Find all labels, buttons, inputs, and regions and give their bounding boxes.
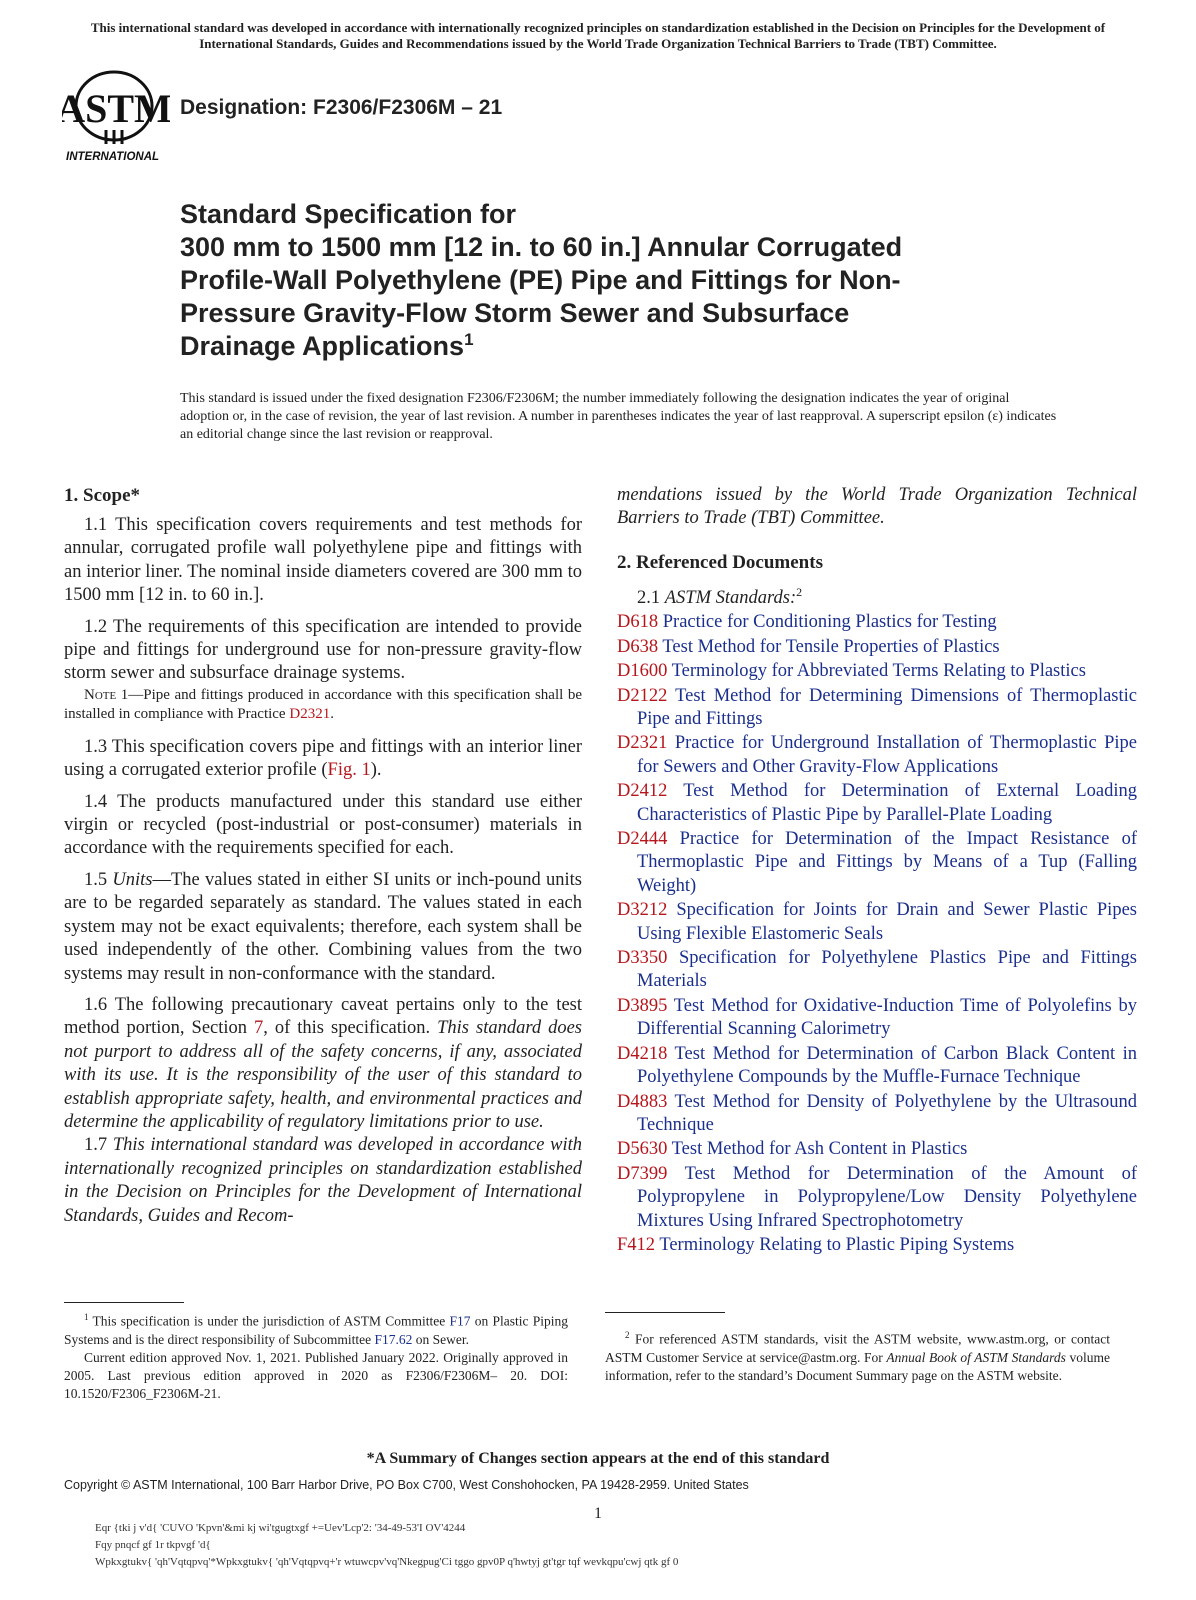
- svg-text:INTERNATIONAL: INTERNATIONAL: [66, 151, 160, 163]
- reference-code-link[interactable]: D2412: [617, 781, 668, 802]
- reference-code-link[interactable]: D618: [617, 612, 659, 633]
- reference-title-link[interactable]: Test Method for Determination of External Loading Characteristics of Plastic Pipe by Parallel-Plate Loading: [637, 781, 1137, 825]
- reference-code-link[interactable]: D3350: [617, 948, 668, 969]
- reference-title-link[interactable]: Specification for Joints for Drain and Sewer Plastic Pipes Using Flexible Elastomeric Seals: [637, 900, 1137, 944]
- designation: Designation: F2306/F2306M – 21: [180, 96, 503, 119]
- footnote-rule-right: [605, 1312, 725, 1313]
- reference-title-link[interactable]: Test Method for Determining Dimensions of Thermoplastic Pipe and Fittings: [637, 685, 1137, 729]
- reference-code-link[interactable]: D2321: [617, 733, 668, 754]
- reference-item: [617, 732, 1137, 779]
- reference-code-link[interactable]: D3895: [617, 995, 668, 1016]
- para-1-7-continued: mendations issued by the World Trade Organization Technical Barriers to Trade (TBT) Committee.: [617, 485, 1137, 529]
- svg-text:ASTM: ASTM: [62, 86, 170, 131]
- link-f17[interactable]: F17: [449, 1313, 471, 1329]
- reference-code-link[interactable]: F412: [617, 1234, 656, 1255]
- reference-item: [617, 636, 1137, 659]
- reference-title-link[interactable]: Test Method for Determination of the Amount of Polypropylene in Polypropylene/Low Density Polyethylene Mixtures Using Infrared Spectrophotometry: [637, 1163, 1137, 1231]
- reference-code-link[interactable]: D1600: [617, 661, 668, 682]
- link-section-7[interactable]: 7: [254, 1018, 264, 1039]
- reference-code-link[interactable]: D7399: [617, 1163, 668, 1184]
- reference-code-link[interactable]: D4883: [617, 1091, 668, 1112]
- document-title: Standard Specification for 300 mm to 1500 mm [12 in. to 60 in.] Annular Corrugated Profile-Wall Polyethylene (PE) Pipe and Fittings for Non- Pressure Gravity-Flow Storm Sewer and Subsurface Drainage Applications$^1$: [180, 199, 903, 361]
- reference-item: [617, 899, 1137, 946]
- reference-code-link[interactable]: D5630: [617, 1139, 668, 1160]
- reference-list: [617, 611, 1137, 1257]
- reference-item: [617, 828, 1137, 898]
- reference-title-link[interactable]: Terminology Relating to Plastic Piping Systems: [655, 1234, 1015, 1255]
- astm-standards-subheading: 2.1 ASTM Standards:$^2$: [637, 584, 803, 608]
- link-d2321[interactable]: D2321: [289, 705, 331, 722]
- reference-title-link[interactable]: Practice for Determination of the Impact Resistance of Thermoplastic Pipe and Fittings by Means of a Tup (Falling Weight): [637, 829, 1137, 896]
- reference-item: [617, 1091, 1137, 1138]
- reference-code-link[interactable]: D2444: [617, 829, 668, 850]
- link-f17-62[interactable]: F17.62: [374, 1331, 413, 1347]
- reference-title-link[interactable]: Terminology for Abbreviated Terms Relating to Plastics: [667, 661, 1086, 682]
- reference-item: [617, 947, 1137, 994]
- para-1-7: 1.7 This international standard was developed in accordance with internationally recognized principles on standardization established in the Decision on Principles for the Development of International Standards, Guides and Recom-: [64, 1135, 583, 1226]
- reference-item: [617, 1234, 1137, 1257]
- reference-title-link[interactable]: Test Method for Ash Content in Plastics: [667, 1139, 968, 1160]
- para-1-4: 1.4 The products manufactured under this standard use either virgin or recycled (post-industrial or post-consumer) materials in accordance with the requirements specified for each.: [64, 791, 582, 859]
- summary-of-changes-note: *A Summary of Changes section appears at the end of this standard: [366, 1450, 830, 1467]
- reference-item: [617, 660, 1137, 683]
- para-1-3: 1.3 This specification covers pipe and fittings with an interior liner using a corrugated exterior profile (Fig. 1).: [64, 736, 582, 781]
- reference-item: [617, 1163, 1137, 1233]
- reference-code-link[interactable]: D638: [617, 636, 659, 657]
- footnote-2: $^2$ For referenced ASTM standards, visit the ASTM website, www.astm.org, or contact ASTM Customer Service at service@astm.org. For Annual Book of ASTM Standards volume information, refer to the standard’s Document Summary page on the ASTM website.: [605, 1330, 1111, 1383]
- reference-item: [617, 995, 1137, 1042]
- footnote-rule-left: [64, 1302, 184, 1303]
- note-1: Note 1—Pipe and fittings produced in accordance with this specification shall be installed in compliance with Practice D2321.: [64, 686, 582, 722]
- reference-code-link[interactable]: D4218: [617, 1043, 668, 1064]
- reference-code-link[interactable]: D2122: [617, 685, 668, 706]
- reference-title-link[interactable]: Test Method for Density of Polyethylene by the Ultrasound Technique: [637, 1091, 1137, 1135]
- para-1-5: 1.5 Units—The values stated in either SI units or inch-pound units are to be regarded separately as standard. The values stated in each system may not be exact equivalents; therefore, each system shall be used independently of the other. Combining values from the two systems may result in non-conformance with the standard.: [64, 869, 583, 984]
- copyright-line: Copyright © ASTM International, 100 Barr Harbor Drive, PO Box C700, West Conshohocken, PA 19428-2959. United States: [64, 1478, 749, 1492]
- para-1-6: 1.6 The following precautionary caveat pertains only to the test method portion, Section 7, of this specification. This standard does not purport to address all of the safety concerns, if any, associated with its use. It is the responsibility of the user of this standard to establish appropriate safety, health, and environmental practices and determine the applicability of regulatory limitations prior to use.: [64, 994, 582, 1132]
- link-fig-1[interactable]: Fig. 1: [327, 760, 371, 781]
- reference-title-link[interactable]: Test Method for Tensile Properties of Plastics: [658, 636, 1000, 657]
- reference-title-link[interactable]: Practice for Underground Installation of Thermoplastic Pipe for Sewers and Other Gravity-Flow Applications: [637, 733, 1137, 777]
- reference-item: [617, 1138, 1137, 1161]
- para-1-2: 1.2 The requirements of this specification are intended to provide pipe and fittings for underground use for non-pressure gravity-flow storm sewer and subsurface drainage systems.: [64, 616, 582, 684]
- reference-title-link[interactable]: Test Method for Determination of Carbon Black Content in Polyethylene Compounds by the Muffle-Furnace Technique: [637, 1043, 1137, 1088]
- left-column: [64, 484, 582, 1236]
- reference-title-link[interactable]: Specification for Polyethylene Plastics Pipe and Fittings Materials: [637, 948, 1137, 992]
- reference-code-link[interactable]: D3212: [617, 900, 668, 921]
- wto-notice: This international standard was developed in accordance with internationally recognized principles on standardization established in the Decision on Principles for the Development of International Standards, Guides and Recommendations issued by the World Trade Organization Technical Barriers to Trade (TBT) Committee.: [90, 20, 1106, 51]
- reference-title-link[interactable]: Test Method for Oxidative-Induction Time of Polyolefins by Differential Scanning Calorimetry: [637, 995, 1137, 1040]
- right-column: [617, 484, 1137, 1258]
- reference-item: [617, 780, 1137, 827]
- issued-notice: This standard is issued under the fixed designation F2306/F2306M; the number immediately following the designation indicates the year of original adoption or, in the case of revision, the year of last revision. A number in parentheses indicates the year of last reapproval. A superscript epsilon (ε) indicates an editorial change since the last revision or reapproval.: [180, 391, 1057, 442]
- page-number: 1: [594, 1505, 602, 1522]
- reference-item: [617, 685, 1137, 732]
- footnote-1: $^1$ This specification is under the jurisdiction of ASTM Committee F17 on Plastic Piping Systems and is the direct responsibility of Subcommittee F17.62 on Sewer. Current edition approved Nov. 1, 2021. Published January 2022. Originally approved in 2005. Last previous edition approved in 2020 as F2306/F2306M– 20. DOI: 10.1520/F2306_F2306M-21.: [64, 1312, 568, 1401]
- license-watermark-text: Eqr {tki j v'd{ 'CUVO 'Kpvn'&mi kj wi'tgugtxgf +=Uev'Lcp'2: '34-49-53'I OV'4244 Fqy pnqcf gf 1r tkpvgf 'd{ Wpkxgtukv{ 'qh'Vqtqpvq'*Wpkxgtukv{ 'qh'Vqtqpvq+'r wtuwcpv'vq'Nkegpug'Ci tggo gpv0P q'hwtyj gt'tgr tqf wevkqpu'cwj qtk gf 0: [95, 1522, 679, 1568]
- astm-logo: [62, 70, 170, 166]
- scope-heading: 1. Scope*: [64, 485, 140, 506]
- para-1-1: 1.1 This specification covers requirements and test methods for annular, corrugated profile wall polyethylene pipe and fittings with an interior liner. The nominal inside diameters covered are 300 mm to 1500 mm [12 in. to 60 in.].: [64, 515, 582, 606]
- title-footnote-mark: 1: [464, 330, 474, 349]
- reference-item: [617, 1043, 1137, 1090]
- referenced-documents-heading: 2. Referenced Documents: [617, 551, 823, 573]
- reference-item: [617, 611, 1137, 634]
- reference-title-link[interactable]: Practice for Conditioning Plastics for Testing: [658, 612, 997, 633]
